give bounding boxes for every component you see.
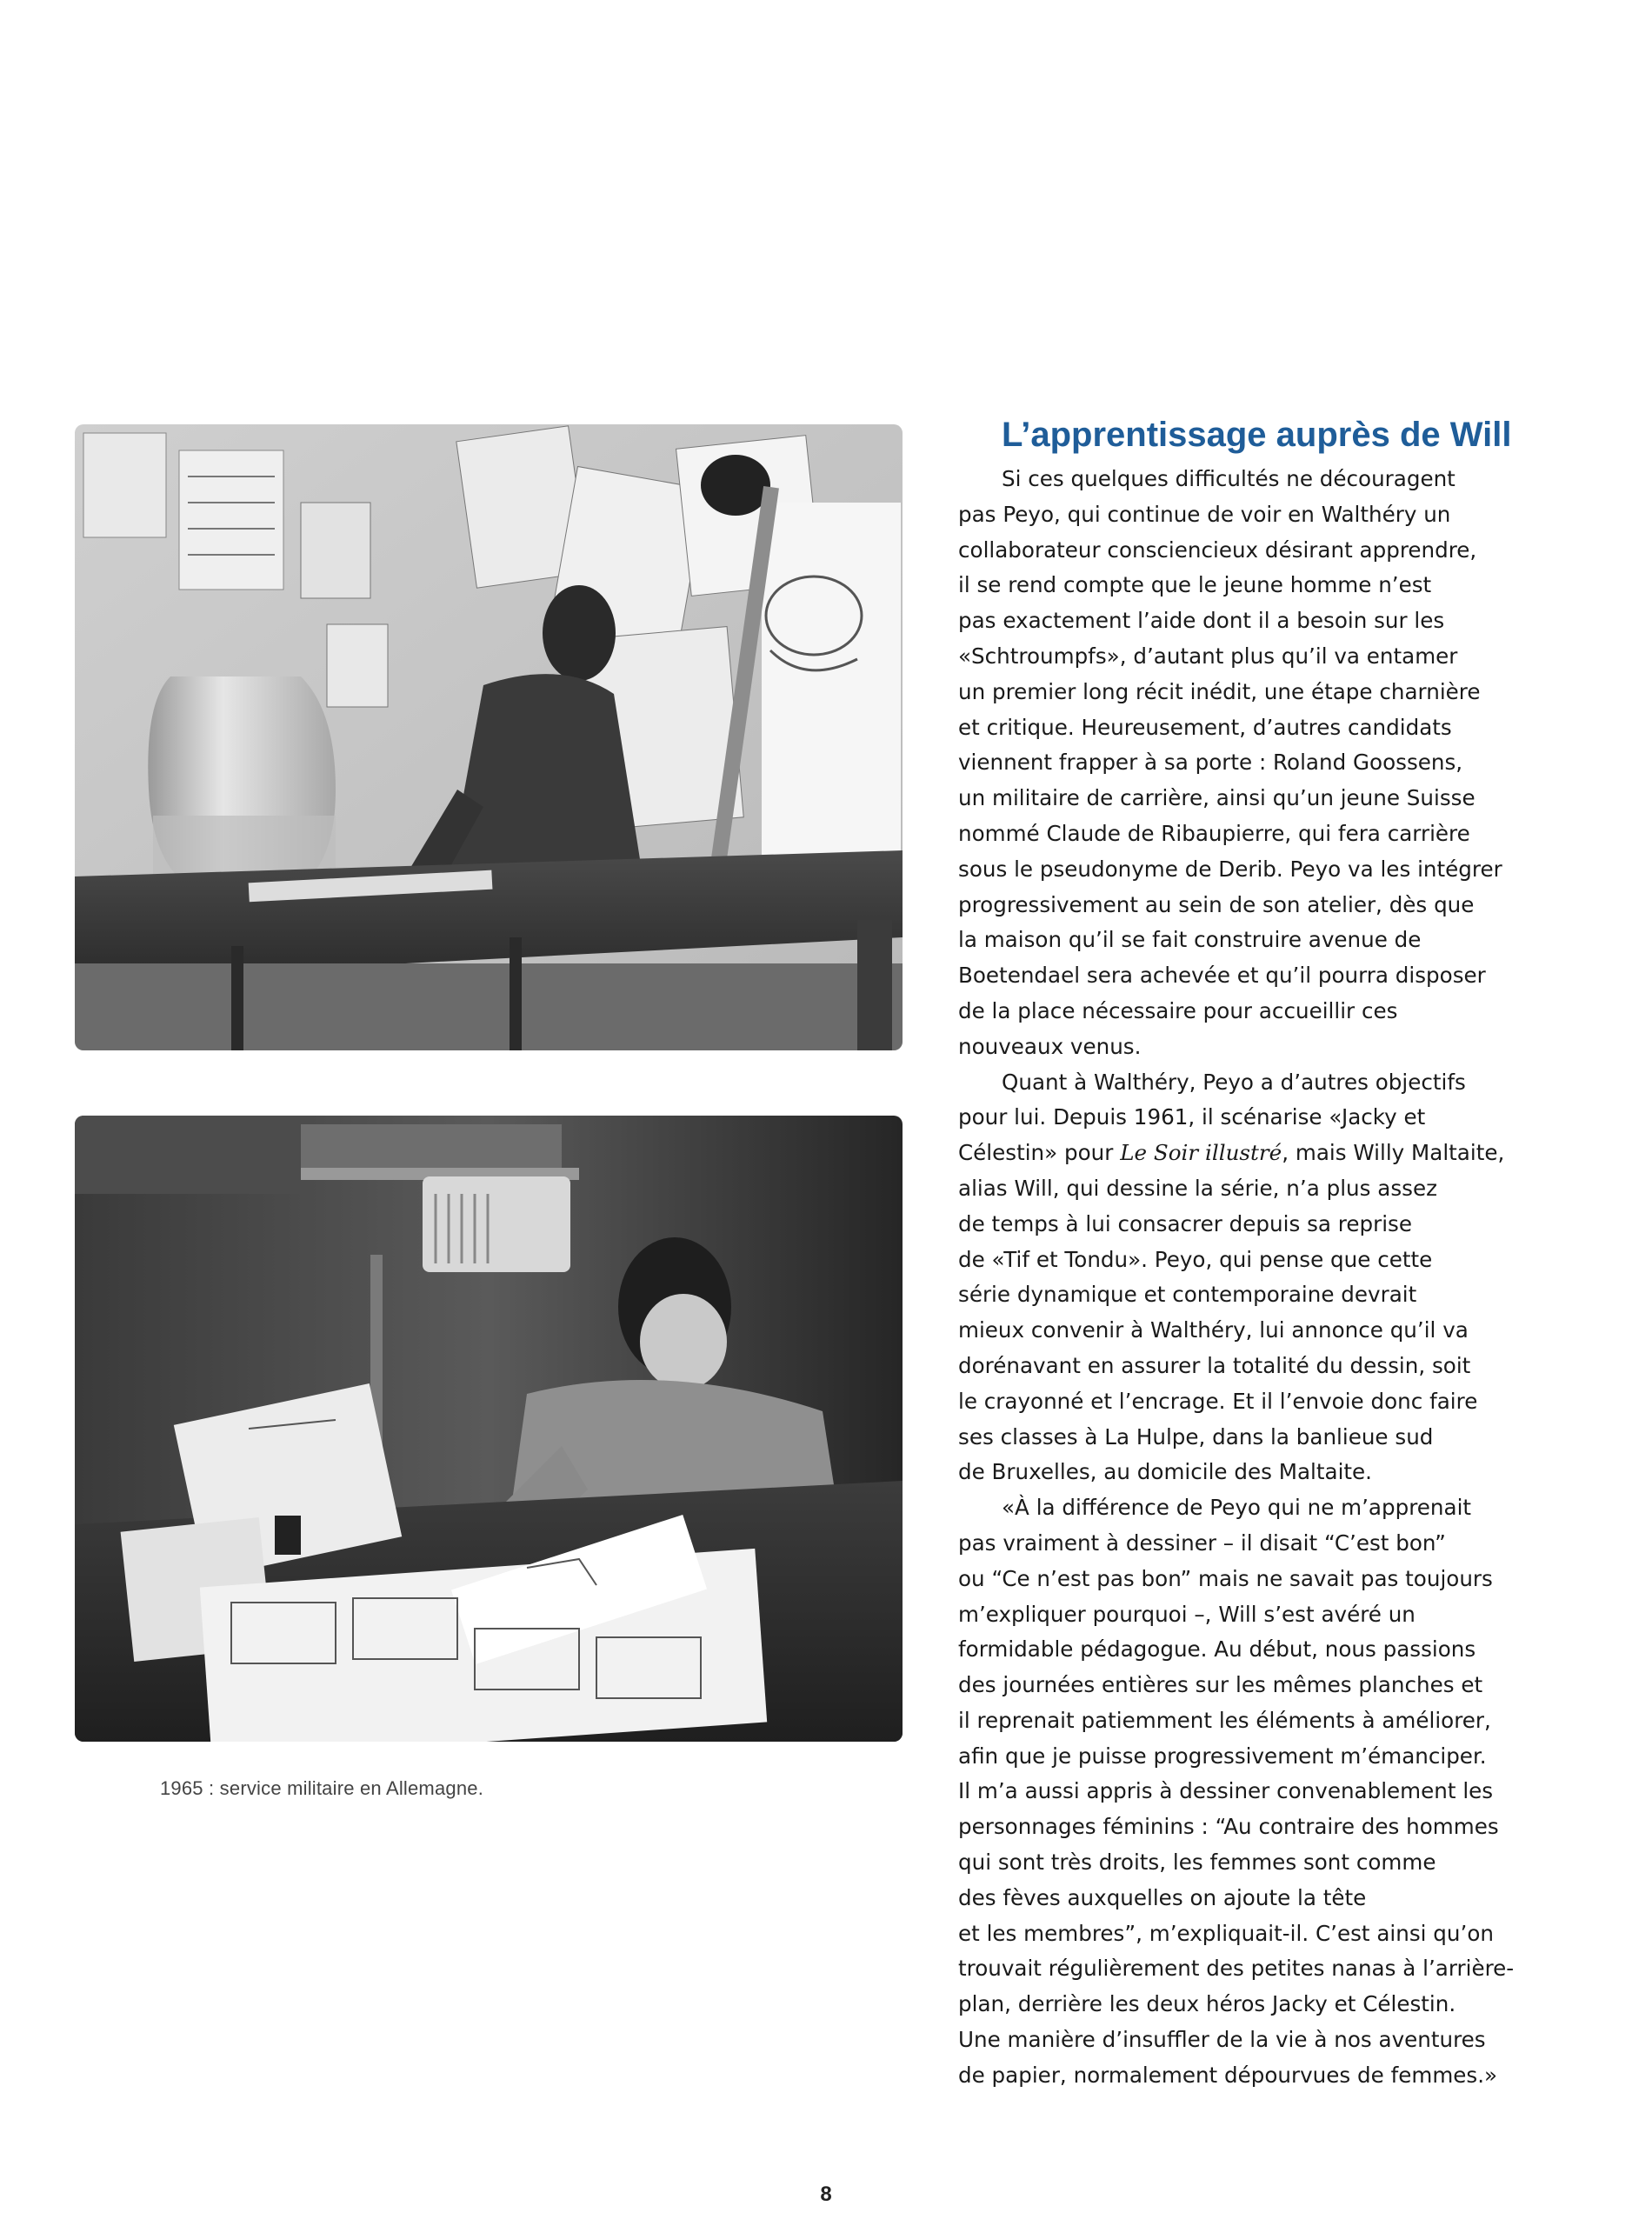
- text-line: progressivement au sein de son atelier, dès que: [958, 891, 1475, 917]
- text-line: m’expliquer pourquoi –, Will s’est avéré un: [958, 1601, 1416, 1627]
- text-segment: Célestin» pour: [958, 1140, 1121, 1166]
- text-line: pas vraiment à dessiner – il disait “C’est bon”: [958, 1530, 1446, 1556]
- text-line: mieux convenir à Walthéry, lui annonce qu’il va: [958, 1317, 1469, 1343]
- text-line: des journées entières sur les mêmes planches et: [958, 1672, 1483, 1698]
- text-line: nouveaux venus.: [958, 1033, 1142, 1059]
- text-line: de temps à lui consacrer depuis sa reprise: [958, 1210, 1412, 1236]
- text-line: Quant à Walthéry, Peyo a d’autres objectifs: [1002, 1069, 1466, 1095]
- text-line: personnages féminins : “Au contraire des hommes: [958, 1814, 1499, 1840]
- text-line: qui sont très droits, les femmes sont comme: [958, 1849, 1436, 1876]
- text-line: et critique. Heureusement, d’autres candidats: [958, 714, 1452, 740]
- text-line: série dynamique et contemporaine devrait: [958, 1282, 1417, 1308]
- photo-studio-wall: [75, 424, 903, 1050]
- text-line: de la place nécessaire pour accueillir ces: [958, 997, 1398, 1023]
- text-line: de «Tif et Tondu». Peyo, qui pense que cette: [958, 1246, 1433, 1272]
- text-line: de Bruxelles, au domicile des Maltaite.: [958, 1459, 1372, 1485]
- text-line: Si ces quelques difficultés ne découragent: [1002, 466, 1455, 491]
- text-line: Boetendael sera achevée et qu’il pourra disposer: [958, 963, 1486, 989]
- text-line: il reprenait patiemment les éléments à améliorer,: [958, 1707, 1491, 1733]
- text-line: formidable pédagogue. Au début, nous passions: [958, 1636, 1476, 1663]
- text-line: et les membres”, m’expliquait-il. C’est ainsi qu’on: [958, 1920, 1494, 1946]
- text-line: ses classes à La Hulpe, dans la banlieue sud: [958, 1423, 1434, 1450]
- article-body: [958, 462, 1636, 2094]
- text-line: dorénavant en assurer la totalité du dessin, soit: [958, 1352, 1471, 1378]
- text-segment: , mais Willy Maltaite,: [1282, 1140, 1505, 1166]
- text-line: trouvait régulièrement des petites nanas à l’arrière-: [958, 1956, 1515, 1982]
- text-line: des fèves auxquelles on ajoute la tête: [958, 1884, 1367, 1910]
- text-line: pas exactement l’aide dont il a besoin sur les: [958, 608, 1445, 634]
- text-line: sous le pseudonyme de Derib. Peyo va les intégrer: [958, 856, 1502, 882]
- text-line: un premier long récit inédit, une étape charnière: [958, 678, 1481, 704]
- text-line: plan, derrière les deux héros Jacky et Célestin.: [958, 1991, 1456, 2017]
- photo-drawing-desk: [75, 1116, 903, 1742]
- photo-drawing-desk-image: [75, 1116, 903, 1742]
- text-line: un militaire de carrière, ainsi qu’un jeune Suisse: [958, 785, 1475, 811]
- section-heading: L’apprentissage auprès de Will: [1002, 416, 1512, 454]
- text-line: la maison qu’il se fait construire avenue de: [958, 927, 1422, 953]
- photo-caption: 1965 : service militaire en Allemagne.: [160, 1777, 484, 1799]
- text-line: collaborateur consciencieux désirant apprendre,: [958, 537, 1477, 563]
- text-line: Il m’a aussi appris à dessiner convenablement les: [958, 1778, 1494, 1804]
- text-line-with-title: [958, 1136, 1636, 1171]
- text-line: de papier, normalement dépourvues de femmes.»: [958, 2062, 1498, 2088]
- publication-title: Le Soir illustré: [1120, 1140, 1282, 1166]
- text-line: pas Peyo, qui continue de voir en Walthéry un: [958, 501, 1451, 527]
- text-line: «Schtroumpfs», d’autant plus qu’il va entamer: [958, 643, 1458, 669]
- text-line: Une manière d’insuffler de la vie à nos aventures: [958, 2027, 1486, 2053]
- page-number: 8: [820, 2183, 832, 2206]
- text-line: viennent frapper à sa porte : Roland Goossens,: [958, 750, 1463, 776]
- text-line: le crayonné et l’encrage. Et il l’envoie donc faire: [958, 1388, 1478, 1414]
- text-line: «À la différence de Peyo qui ne m’apprenait: [1002, 1495, 1472, 1521]
- text-line: il se rend compte que le jeune homme n’est: [958, 572, 1432, 598]
- text-line: nommé Claude de Ribaupierre, qui fera carrière: [958, 820, 1470, 846]
- text-line: alias Will, qui dessine la série, n’a plus assez: [958, 1175, 1438, 1201]
- text-line: afin que je puisse progressivement m’émanciper.: [958, 1743, 1487, 1769]
- text-line: pour lui. Depuis 1961, il scénarise «Jacky et: [958, 1104, 1426, 1130]
- text-line: ou “Ce n’est pas bon” mais ne savait pas toujours: [958, 1565, 1493, 1591]
- photo-studio-wall-image: [75, 424, 903, 1050]
